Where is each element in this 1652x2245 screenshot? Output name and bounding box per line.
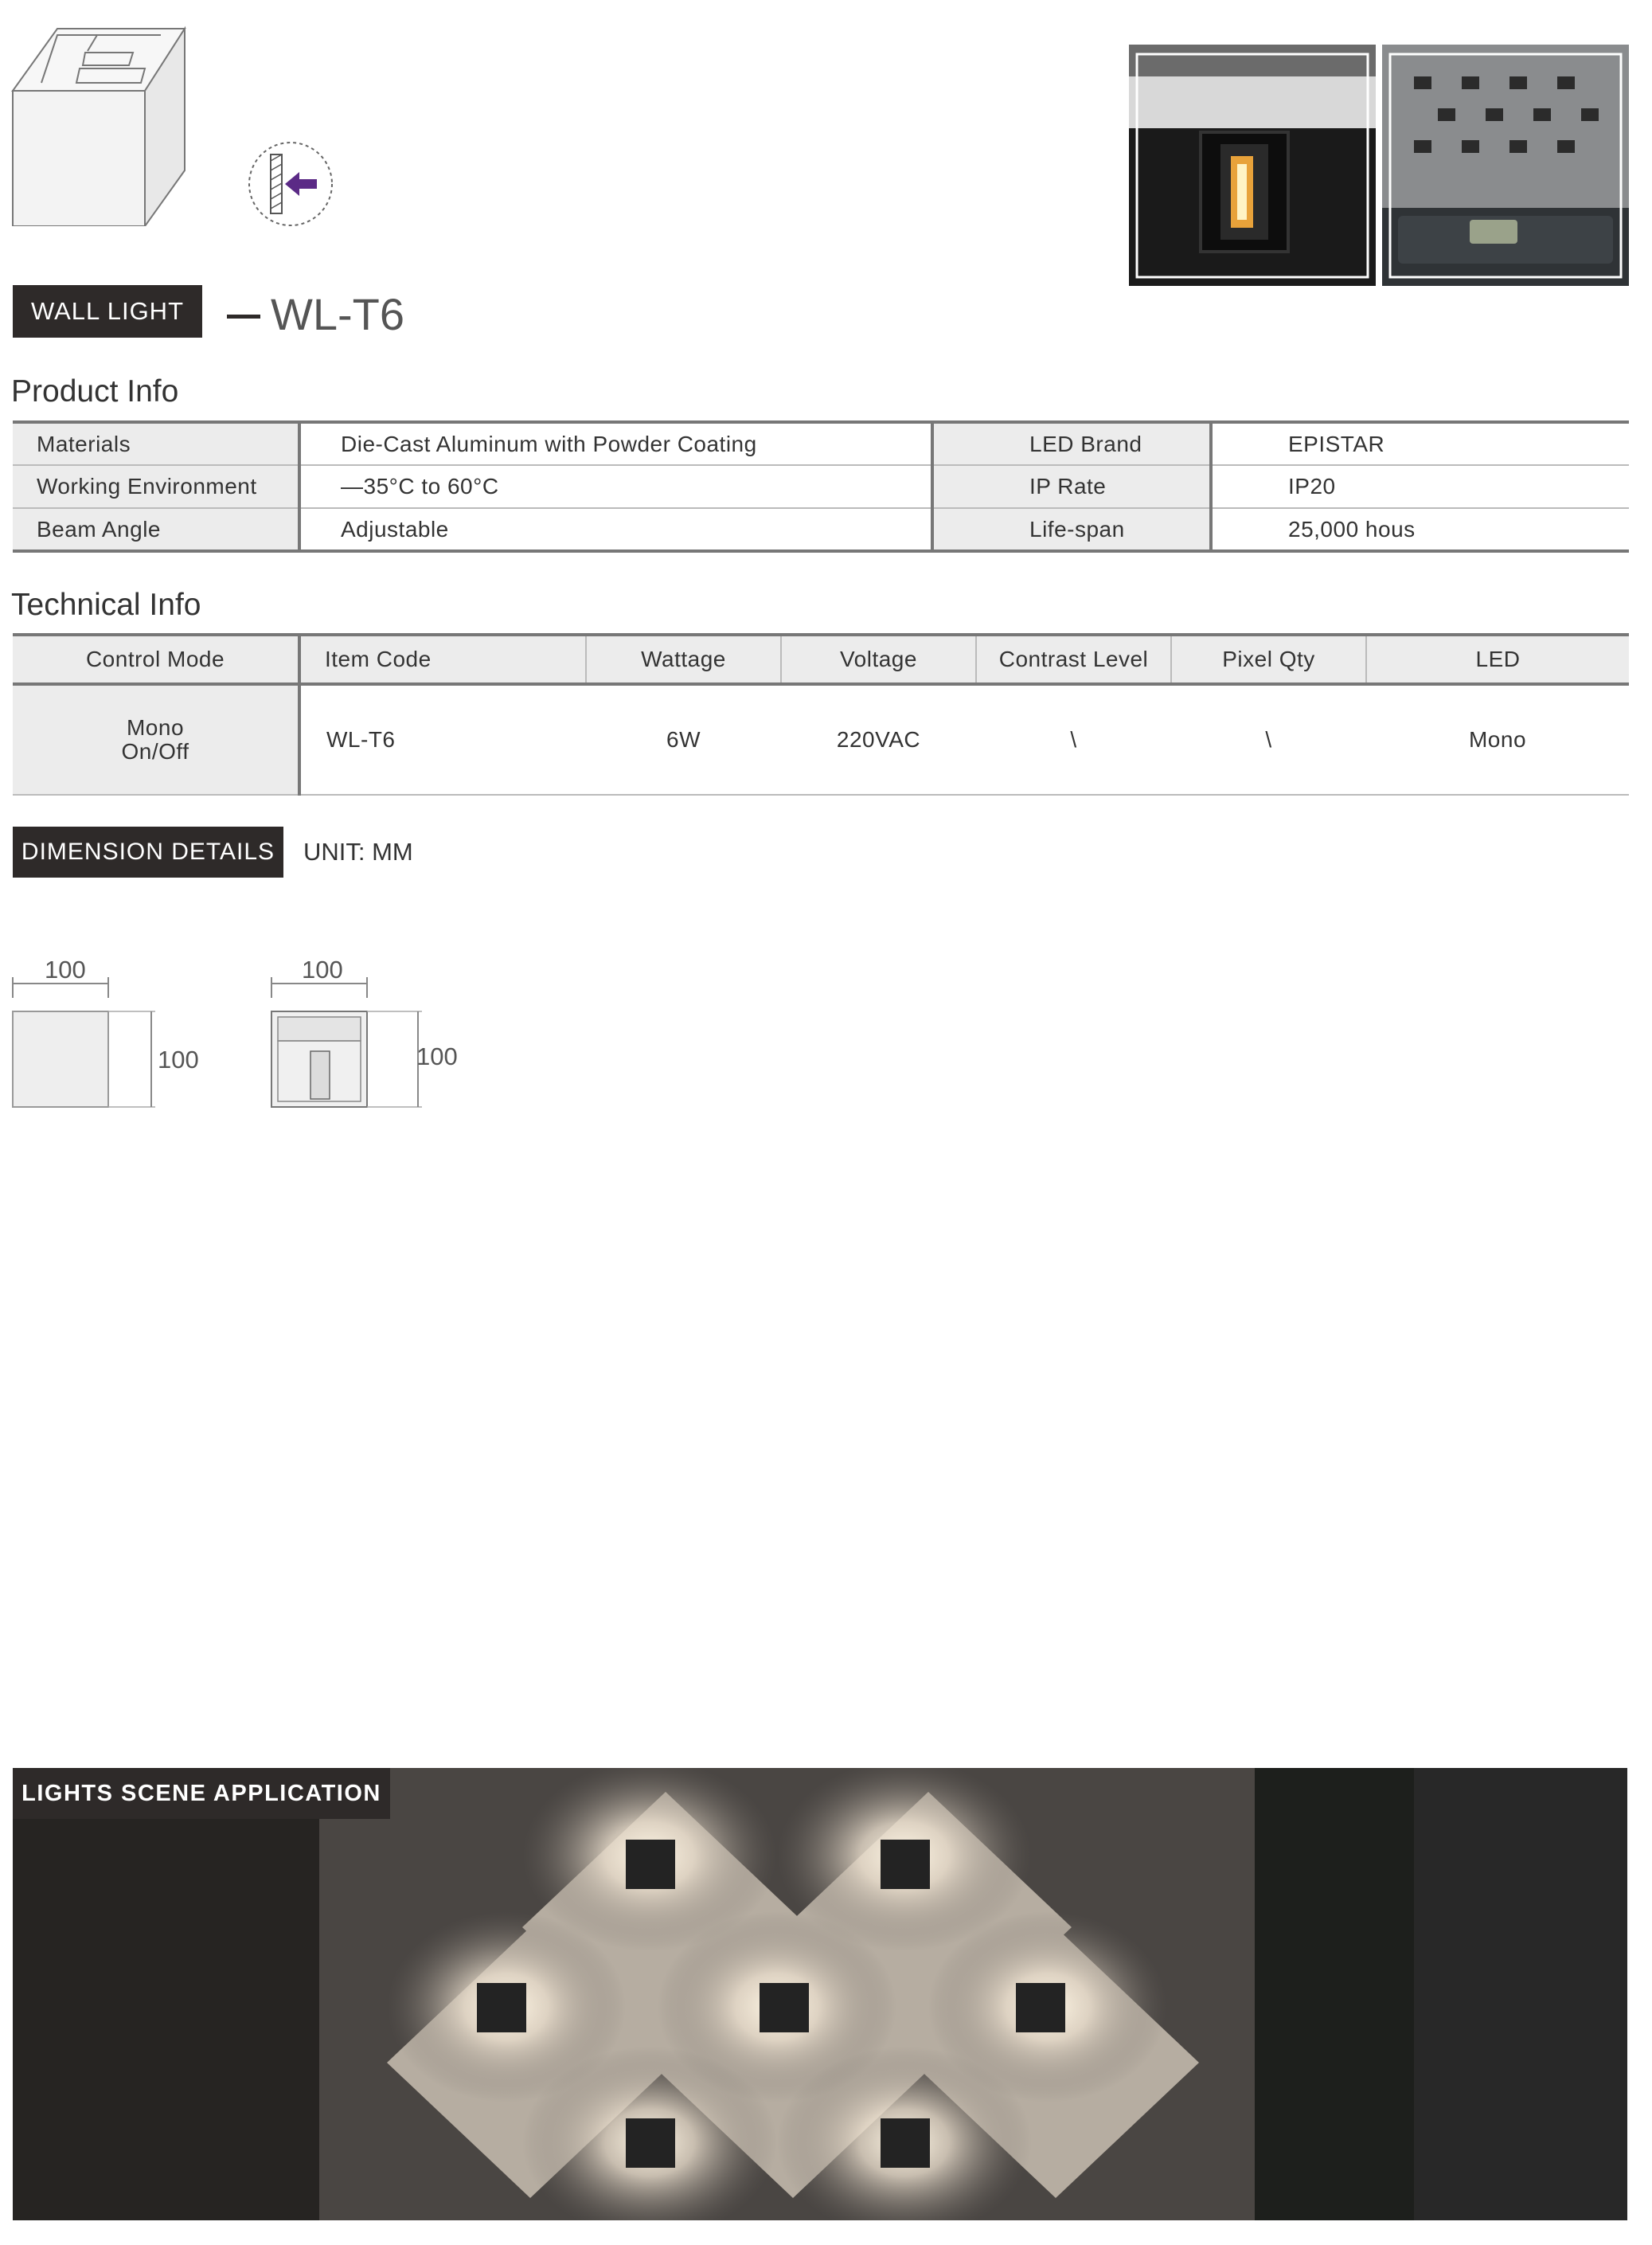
led-brand-label: LED Brand [932, 422, 1211, 465]
led-header: LED [1366, 635, 1629, 684]
ip-rate-label: IP Rate [932, 465, 1211, 508]
item-code-cell: WL-T6 [326, 727, 396, 752]
led-cell: Mono [1468, 727, 1527, 752]
product-detail-photo [1129, 45, 1376, 286]
dimension-details-badge: DIMENSION DETAILS [13, 827, 283, 878]
beam-angle-label: Beam Angle [13, 508, 299, 551]
voltage-cell: 220VAC [836, 727, 921, 752]
ip-rate-value: IP20 [1288, 474, 1336, 499]
front-dimension-lines [8, 960, 223, 1119]
contrast-level-cell: \ [1070, 727, 1077, 752]
side-height-label: 100 [416, 1042, 458, 1070]
technical-info-row [13, 684, 1629, 795]
product-info-heading: Product Info [11, 374, 179, 409]
front-height-label: 100 [158, 1046, 199, 1074]
control-mode-header: Control Mode [13, 635, 299, 684]
led-brand-value: EPISTAR [1288, 431, 1385, 456]
materials-label: Materials [13, 422, 299, 465]
side-width-label: 100 [302, 956, 343, 984]
pixel-qty-header: Pixel Qty [1171, 635, 1366, 684]
lights-scene-photo [13, 1768, 1627, 2220]
materials-value: Die-Cast Aluminum with Powder Coating [299, 422, 932, 465]
side-dimension-lines [267, 960, 482, 1119]
side-dimension-drawing [267, 956, 482, 1119]
model-title: WL-T6 [271, 289, 404, 339]
control-mode-cell [13, 684, 299, 795]
voltage-header: Voltage [781, 635, 976, 684]
working-environment-value: —35°C to 60°C [299, 465, 932, 508]
product-info-table [13, 420, 1629, 553]
life-span-value: 25,000 hous [1288, 516, 1416, 542]
product-sketch-image [10, 11, 194, 226]
control-mode-line1: Mono [126, 715, 185, 740]
technical-info-header-row [13, 635, 1629, 684]
title-dash [227, 315, 260, 319]
category-badge: WALL LIGHT [13, 285, 202, 338]
beam-angle-value: Adjustable [299, 508, 932, 551]
product-info-row [13, 465, 1629, 508]
life-span-label: Life-span [932, 508, 1211, 551]
product-info-row [13, 422, 1629, 465]
pixel-qty-cell: \ [1265, 727, 1272, 752]
working-environment-label: Working Environment [13, 465, 299, 508]
room-application-photo [1382, 45, 1629, 286]
technical-info-table [13, 633, 1629, 796]
product-info-row [13, 508, 1629, 551]
control-mode-line2: On/Off [121, 739, 189, 764]
lights-scene-illustration [13, 1768, 1627, 2220]
lights-scene-badge: LIGHTS SCENE APPLICATION [13, 1768, 390, 1819]
wattage-cell: 6W [666, 727, 701, 752]
unit-label: UNIT: MM [303, 838, 413, 866]
front-width-label: 100 [45, 956, 86, 984]
contrast-level-header: Contrast Level [976, 635, 1171, 684]
front-dimension-drawing [8, 956, 223, 1119]
wattage-header: Wattage [586, 635, 781, 684]
wall-mount-icon [247, 140, 334, 228]
item-code-header: Item Code [299, 635, 586, 684]
technical-info-heading: Technical Info [11, 588, 201, 622]
